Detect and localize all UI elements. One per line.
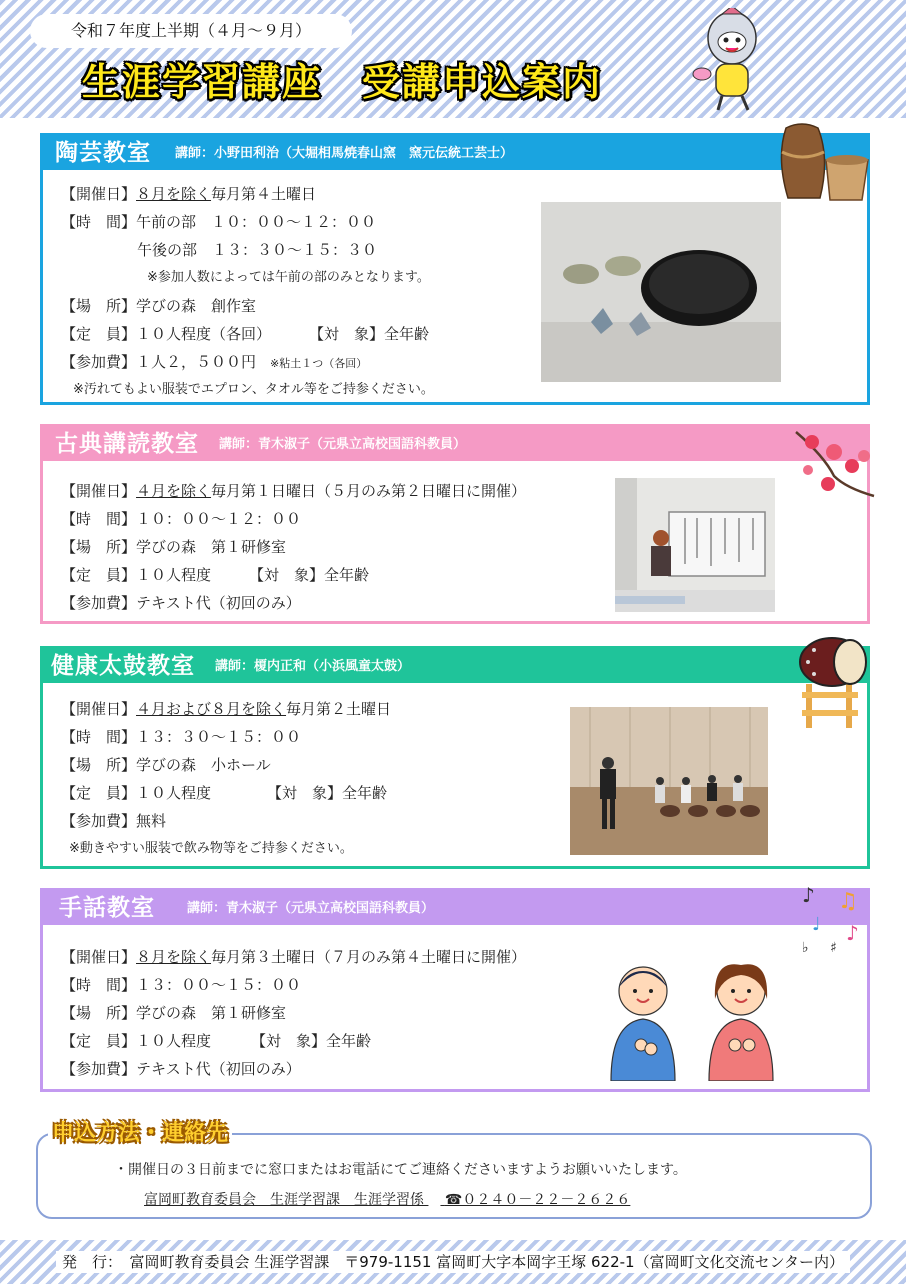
fee-label: 【参加費】	[61, 812, 137, 830]
svg-text:♪: ♪	[846, 921, 859, 945]
svg-text:♯: ♯	[830, 940, 837, 956]
place-row	[61, 999, 286, 1027]
page-title: 生涯学習講座 受講申込案内	[82, 60, 603, 104]
date-value: 毎月第３土曜日（７月のみ第４土曜日に開催）	[211, 948, 527, 966]
fee-row	[61, 348, 367, 376]
capacity-value: １０人程度	[136, 784, 212, 802]
capacity-label: 【定 員】	[61, 784, 137, 802]
time-morning: 午前の部 １０：００〜１２：００	[136, 213, 377, 231]
date-row	[61, 695, 391, 723]
instructor-label: 講師：青木淑子（元県立高校国語科教員）	[219, 437, 467, 452]
date-row	[61, 477, 526, 505]
section-title: 健康太鼓教室	[51, 653, 195, 679]
time-label: 【時 間】	[61, 728, 137, 746]
time-value: １３：３０〜１５：００	[136, 728, 302, 746]
date-label: 【開催日】	[61, 482, 137, 500]
time-row	[61, 208, 376, 236]
fee-label: 【参加費】	[61, 353, 137, 371]
target-value: 全年齢	[342, 784, 388, 802]
music-notes-illustration	[798, 880, 874, 960]
place-label: 【場 所】	[61, 297, 137, 315]
target-label: 【対 象】	[309, 325, 385, 343]
time-row	[61, 723, 301, 751]
date-label: 【開催日】	[61, 948, 137, 966]
date-row	[61, 180, 316, 208]
svg-text:♪: ♪	[802, 883, 815, 907]
time-label: 【時 間】	[61, 976, 137, 994]
fee-label: 【参加費】	[61, 1060, 137, 1078]
contact-details	[144, 1189, 630, 1209]
contact-title-text: 申込方法・連絡先	[52, 1121, 229, 1146]
date-exception: ４月および８月を除く	[136, 700, 287, 718]
capacity-row	[61, 561, 369, 589]
time-value: １０：００〜１２：００	[136, 510, 302, 528]
date-label: 【開催日】	[61, 700, 137, 718]
instructor-label: 講師：青木淑子（元県立高校国語科教員）	[187, 901, 435, 916]
capacity-row	[61, 779, 387, 807]
sign-language-class-section	[40, 888, 870, 1092]
section-title: 陶芸教室	[55, 140, 151, 166]
section-header	[43, 136, 867, 170]
time-row	[61, 971, 301, 999]
section-header	[43, 649, 867, 683]
time-label: 【時 間】	[61, 213, 137, 231]
capacity-label: 【定 員】	[61, 325, 137, 343]
capacity-row	[61, 320, 429, 348]
time-label: 【時 間】	[61, 510, 137, 528]
place-value: 学びの森 第１研修室	[136, 1004, 287, 1022]
target-label: 【対 象】	[267, 784, 343, 802]
fee-value: テキスト代（初回のみ）	[136, 1060, 301, 1078]
target-value: 全年齢	[326, 1032, 372, 1050]
footnote: ※汚れてもよい服装でエプロン、タオル等をご持参ください。	[73, 382, 434, 397]
footnote: ※動きやすい服装で飲み物等をご持参ください。	[69, 841, 353, 856]
publisher-footer	[0, 1240, 906, 1284]
contact-phone: ☎０２４０－２２－２６２６	[444, 1192, 631, 1208]
capacity-label: 【定 員】	[61, 566, 137, 584]
publisher-text: 発 行： 富岡町教育委員会 生涯学習課 〒979-1151 富岡町大字本岡字王塚 622-1（富岡町文化交流センター内）	[56, 1251, 850, 1273]
capacity-value: １０人程度（各回）	[136, 325, 272, 343]
place-value: 学びの森 第１研修室	[136, 538, 287, 556]
section-header	[43, 427, 867, 461]
place-label: 【場 所】	[61, 538, 137, 556]
period-label: 令和７年度上半期（４月〜９月）	[30, 14, 352, 48]
time-value: １３：００〜１５：００	[136, 976, 302, 994]
capacity-row	[61, 1027, 371, 1055]
fee-value: １人２，５００円	[136, 353, 257, 371]
date-exception: ８月を除く	[136, 948, 212, 966]
target-value: 全年齢	[384, 325, 430, 343]
mascot-character-illustration	[692, 8, 770, 112]
place-label: 【場 所】	[61, 756, 137, 774]
contact-section-title	[48, 1120, 232, 1148]
place-value: 学びの森 小ホール	[136, 756, 271, 774]
fee-row	[61, 1055, 301, 1083]
date-value: 毎月第１日曜日（５月のみ第２日曜日に開催）	[211, 482, 527, 500]
date-row	[61, 943, 526, 971]
target-label: 【対 象】	[251, 1032, 327, 1050]
instructor-label: 講師：小野田利治（大堀相馬焼春山窯 窯元伝統工芸士）	[175, 146, 514, 161]
date-exception: ８月を除く	[136, 185, 212, 203]
taiko-class-section	[40, 646, 870, 869]
fee-label: 【参加費】	[61, 594, 137, 612]
classics-class-section	[40, 424, 870, 624]
time-afternoon: 午後の部 １３：３０〜１５：３０	[137, 241, 378, 259]
instructor-label: 講師：榎内正和（小浜風童太鼓）	[215, 659, 411, 674]
target-label: 【対 象】	[249, 566, 325, 584]
time-row	[61, 505, 301, 533]
sign-language-people-illustration	[603, 959, 783, 1081]
capacity-value: １０人程度	[136, 1032, 212, 1050]
section-header	[43, 891, 867, 925]
plum-blossom-illustration	[794, 426, 876, 502]
capacity-value: １０人程度	[136, 566, 212, 584]
fee-note: ※粘土１つ（各回）	[270, 357, 368, 370]
svg-text:♭: ♭	[802, 940, 809, 956]
svg-text:♫: ♫	[838, 889, 858, 914]
place-row	[61, 292, 256, 320]
pottery-photo	[541, 202, 781, 382]
svg-text:♩: ♩	[812, 914, 821, 935]
time-note: ※参加人数によっては午前の部のみとなります。	[147, 270, 430, 285]
place-label: 【場 所】	[61, 1004, 137, 1022]
fee-row	[61, 807, 166, 835]
taiko-drum-practice-photo	[570, 707, 768, 855]
date-label: 【開催日】	[61, 185, 137, 203]
capacity-label: 【定 員】	[61, 1032, 137, 1050]
taiko-drum-illustration	[794, 632, 874, 732]
section-title: 手話教室	[59, 895, 155, 921]
fee-value: 無料	[136, 812, 167, 830]
place-row	[61, 533, 286, 561]
date-exception: ４月を除く	[136, 482, 212, 500]
place-row	[61, 751, 271, 779]
date-value: 毎月第４土曜日	[211, 185, 317, 203]
pottery-jars-illustration	[772, 118, 872, 204]
place-value: 学びの森 創作室	[136, 297, 257, 315]
pottery-class-section	[40, 133, 870, 405]
date-value: 毎月第２土曜日	[286, 700, 392, 718]
section-title: 古典講読教室	[55, 431, 199, 457]
target-value: 全年齢	[324, 566, 370, 584]
classroom-lecture-photo	[615, 478, 775, 612]
contact-department: 富岡町教育委員会 生涯学習課 生涯学習係	[144, 1192, 424, 1208]
fee-row	[61, 589, 301, 617]
fee-value: テキスト代（初回のみ）	[136, 594, 301, 612]
contact-instruction: ・開催日の３日前までに窓口またはお電話にてご連絡くださいますようお願いいたします。	[114, 1162, 687, 1178]
